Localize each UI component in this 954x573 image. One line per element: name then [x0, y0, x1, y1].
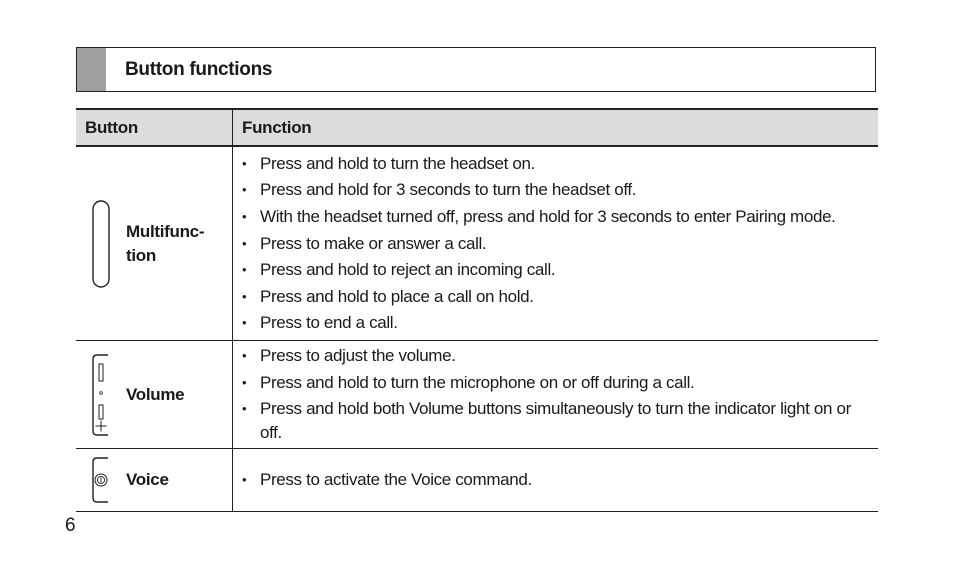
button-name-voice: Voice: [126, 470, 169, 489]
list-item: • With the headset turned off, press and hold for 3 seconds to enter Pairing mode.: [241, 205, 872, 229]
function-list: [241, 152, 872, 336]
button-cell: [76, 449, 233, 512]
list-item: • Press to activate the Voice command.: [241, 468, 872, 492]
list-item: • Press and hold to turn the headset on.: [241, 152, 872, 176]
list-item: • Press to make or answer a call.: [241, 232, 872, 256]
column-header-function: Function: [233, 109, 879, 146]
list-item: • Press and hold to reject an incoming call.: [241, 258, 872, 282]
voice-button-icon: [76, 457, 126, 503]
button-name-multifunction: [126, 220, 204, 268]
column-header-button: Button: [76, 109, 233, 146]
list-item: • Press and hold for 3 seconds to turn the headset off.: [241, 178, 872, 202]
button-name-volume: Volume: [126, 384, 185, 404]
function-list: [241, 468, 872, 492]
table-row-multifunction: [76, 146, 878, 341]
table-header-row: [76, 109, 878, 146]
button-name-multifunction-part2: tion: [126, 245, 156, 265]
button-cell: [76, 146, 233, 341]
section-header-bar: [77, 48, 106, 91]
section-title: Button functions: [125, 59, 273, 80]
button-functions-table: [76, 108, 878, 512]
list-item: • Press and hold to turn the microphone on or off during a call.: [241, 371, 872, 395]
function-cell: [233, 146, 879, 341]
function-list: [241, 344, 872, 445]
list-item: • Press and hold both Volume buttons simultaneously to turn the indicator light on or off.: [241, 397, 872, 445]
section-header: [76, 47, 876, 92]
page-number: 6: [65, 515, 76, 536]
function-cell: [233, 449, 879, 512]
table-row-voice: [76, 449, 878, 512]
button-name-multifunction-part1: Multifunc-: [126, 221, 205, 241]
multifunction-button-icon: [76, 200, 126, 288]
list-item: • Press to adjust the volume.: [241, 344, 872, 368]
list-item: • Press to end a call.: [241, 311, 872, 335]
function-cell: [233, 341, 879, 449]
button-cell: [76, 341, 233, 449]
volume-button-icon: [76, 354, 126, 436]
list-item: • Press and hold to place a call on hold.: [241, 285, 872, 309]
table-row-volume: [76, 341, 878, 449]
